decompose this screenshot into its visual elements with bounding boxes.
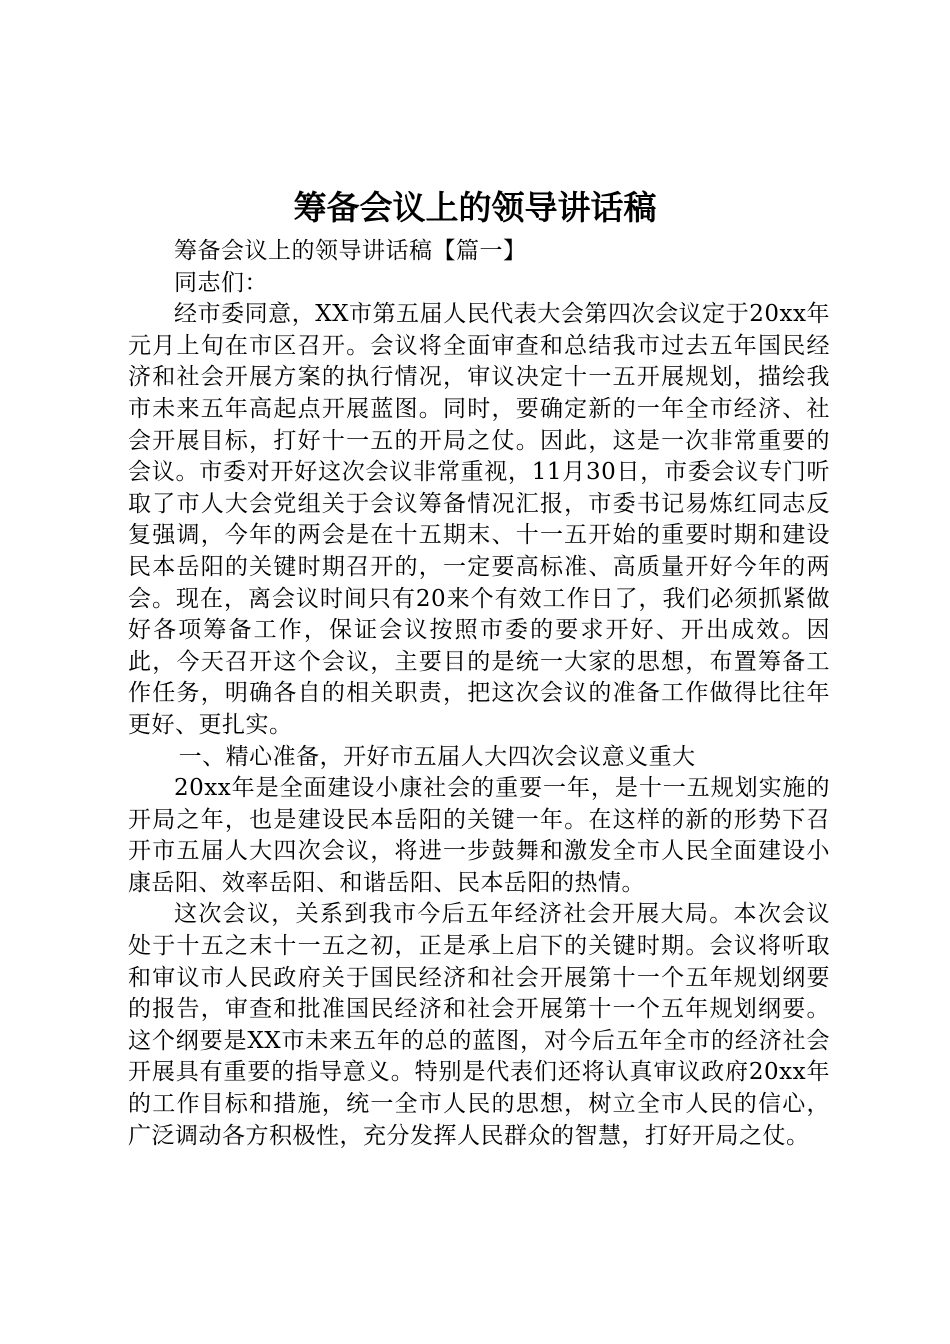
document-title: 筹备会议上的领导讲话稿: [293, 188, 657, 227]
subheading: 一、精心准备，开好市五届人大四次会议意义重大: [178, 743, 696, 770]
body-paragraph: 这次会议，关系到我市今后五年经济社会开展大局。本次会议处于十五之末十一五之初，正是承上启下的关键时期。会议将听取和审议市人民政府关于国民经济和社会开展第十一个五年规划纲要的报告，审查和批准国民经济和社会开展第十一个五年规划纲要。这个纲要是XX市未来五年的总的蓝图，对今后五年全市的经济社会开展具有重要的指导意义。特别是代表们还将认真审议政府20xx年的工作目标和措施，统一全市人民的思想，树立全市人民的信心，广泛调动各方积极性，充分发挥人民群众的智慧，打好开局之仗。: [128, 901, 830, 1149]
section-heading: 筹备会议上的领导讲话稿【篇一】: [174, 238, 527, 264]
document-body: [128, 236, 830, 1152]
salutation: 同志们：: [174, 269, 268, 296]
body-paragraph: 20xx年是全面建设小康社会的重要一年，是十一五规划实施的开局之年，也是建设民本岳阳的关键一年。在这样的新的形势下召开市五届人大四次会议，将进一步鼓舞和激发全市人民全面建设小康岳阳、效率岳阳、和谐岳阳、民本岳阳的热情。: [128, 775, 830, 896]
body-paragraph: 经市委同意，XX市第五届人民代表大会第四次会议定于20xx年元月上旬在市区召开。会议将全面审查和总结我市过去五年国民经济和社会开展方案的执行情况，审议决定十一五开展规划，描绘我市未来五年高起点开展蓝图。同时，要确定新的一年全市经济、社会开展目标，打好十一五的开局之仗。因此，这是一次非常重要的会议。市委对开好这次会议非常重视，11月30日，市委会议专门听取了市人大会党组关于会议筹备情况汇报，市委书记易炼红同志反复强调，今年的两会是在十五期末、十一五开始的重要时期和建设民本岳阳的关键时期召开的，一定要高标准、高质量开好今年的两会。现在，离会议时间只有20来个有效工作日了，我们必须抓紧做好各项筹备工作，保证会议按照市委的要求开好、开出成效。因此，今天召开这个会议，主要目的是统一大家的思想，布置筹备工作任务，明确各自的相关职责，把这次会议的准备工作做得比往年更好、更扎实。: [128, 301, 830, 738]
